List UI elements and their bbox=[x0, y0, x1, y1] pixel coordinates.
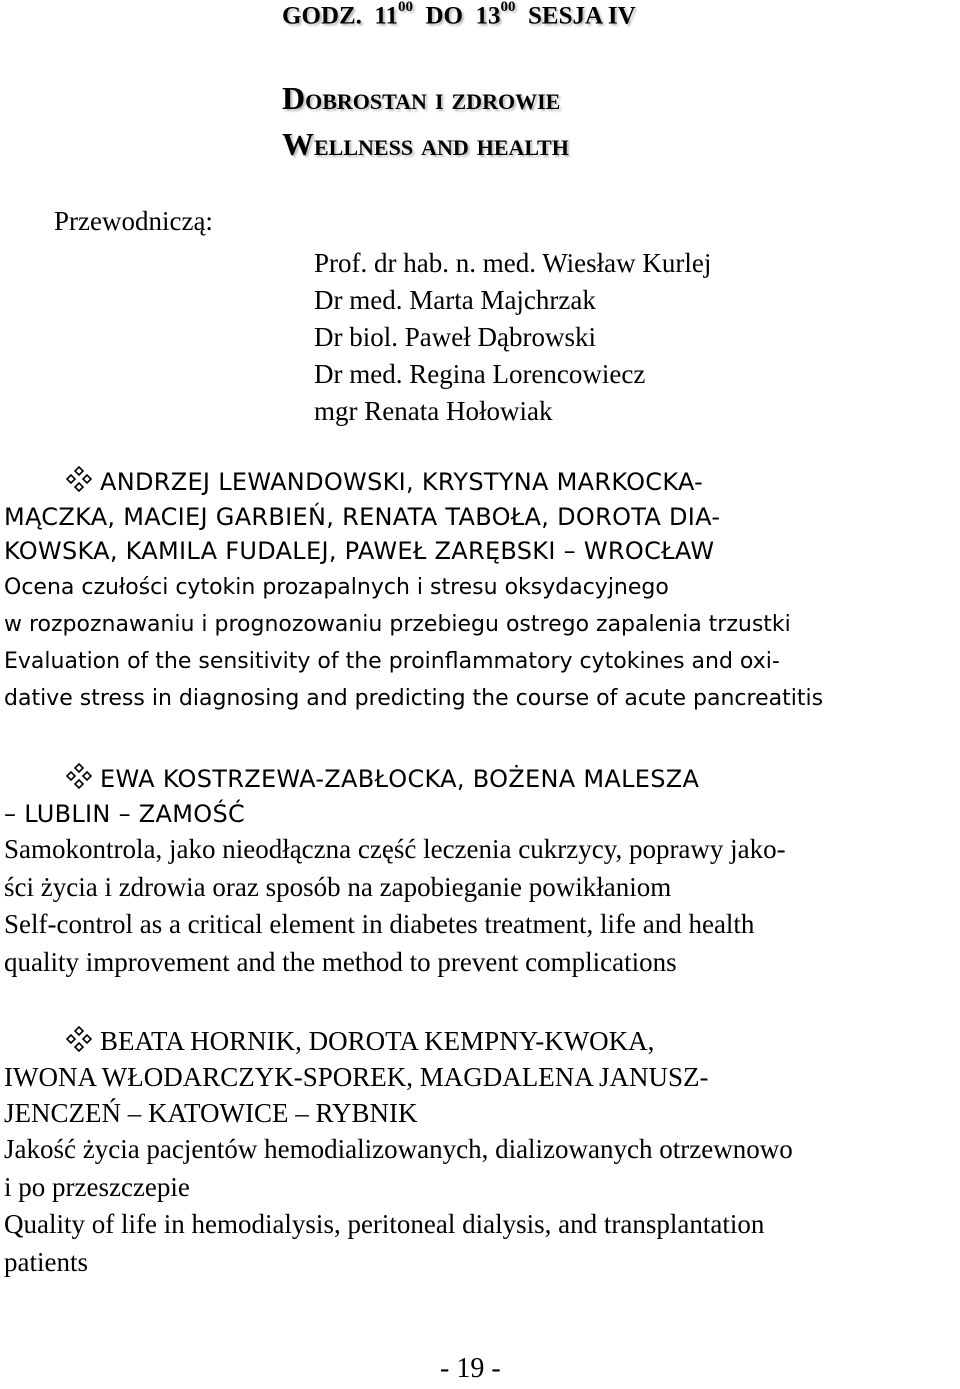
title-line: ści życia i zdrowia oraz sposób na zapobieganie powikłaniom bbox=[4, 871, 672, 902]
chair-name: Dr med. Marta Majchrzak bbox=[314, 285, 596, 315]
diamond-bullet-icon bbox=[4, 464, 100, 500]
entry-title-english bbox=[4, 906, 956, 981]
title-line: Ocena czułości cytokin prozapalnych i stresu oksydacyjnego bbox=[4, 574, 669, 600]
entry-title-polish bbox=[4, 1131, 956, 1206]
diamond-bullet-icon bbox=[4, 761, 100, 797]
chairs-label: Przewodniczą: bbox=[54, 206, 213, 236]
authors-line: ANDRZEJ LEWANDOWSKI, KRYSTYNA MARKOCKA- bbox=[100, 468, 704, 496]
chair-name: Dr biol. Paweł Dąbrowski bbox=[314, 322, 596, 352]
end-hour: 13 bbox=[475, 2, 501, 30]
session-title-polish: Dobrostan i zdrowie bbox=[282, 80, 561, 116]
chairs-list bbox=[314, 245, 711, 430]
presentation-entry bbox=[4, 1023, 956, 1281]
authors-line: – LUBLIN – ZAMOŚĆ bbox=[4, 799, 246, 828]
authors-line: BEATA HORNIK, DOROTA KEMPNY-KWOKA, bbox=[100, 1026, 655, 1056]
title-line: Jakość życia pacjentów hemodializowanych, dializowanych otrzewnowo bbox=[4, 1134, 793, 1164]
entry-title-polish bbox=[4, 831, 956, 906]
title-line: Evaluation of the sensitivity of the proinflammatory cytokines and oxi- bbox=[4, 648, 780, 674]
start-minutes: 00 bbox=[398, 0, 413, 15]
title-line: i po przeszczepie bbox=[4, 1171, 190, 1202]
entry-authors bbox=[4, 1023, 956, 1131]
authors-line: IWONA WŁODARCZYK-SPOREK, MAGDALENA JANUSZ- bbox=[4, 1062, 709, 1092]
godz-label: GODZ. bbox=[282, 2, 362, 30]
session-header bbox=[282, 2, 636, 30]
entry-title-english bbox=[4, 643, 956, 717]
title-line: quality improvement and the method to prevent complications bbox=[4, 946, 677, 977]
start-hour: 11 bbox=[374, 2, 398, 30]
page-number: - 19 - bbox=[440, 1353, 501, 1384]
title-line: patients bbox=[4, 1246, 88, 1277]
chair-name: mgr Renata Hołowiak bbox=[314, 396, 553, 426]
title-line: dative stress in diagnosing and predicting the course of acute pancreatitis bbox=[4, 685, 824, 711]
entry-authors bbox=[4, 761, 956, 831]
title-line: Samokontrola, jako nieodłączna część leczenia cukrzycy, poprawy jako- bbox=[4, 834, 786, 864]
presentation-entry bbox=[4, 464, 956, 717]
title-line: Quality of life in hemodialysis, peritoneal dialysis, and transplantation bbox=[4, 1209, 765, 1239]
session-label: SESJA IV bbox=[528, 2, 636, 30]
entry-title-english bbox=[4, 1206, 956, 1281]
end-minutes: 00 bbox=[500, 0, 516, 15]
authors-line: EWA KOSTRZEWA-ZABŁOCKA, BOŻENA MALESZA bbox=[100, 765, 700, 793]
presentation-entry bbox=[4, 761, 956, 981]
entry-title-polish bbox=[4, 569, 956, 643]
chair-name: Dr med. Regina Lorencowiecz bbox=[314, 359, 646, 389]
authors-line: JENCZEŃ – KATOWICE – RYBNIK bbox=[4, 1098, 418, 1128]
session-title-english: Wellness and health bbox=[282, 126, 569, 162]
do-label: DO bbox=[425, 2, 463, 30]
title-line: Self-control as a critical element in diabetes treatment, life and health bbox=[4, 909, 755, 939]
diamond-bullet-icon bbox=[4, 1023, 100, 1059]
entry-authors bbox=[4, 464, 956, 569]
title-line: w rozpoznawaniu i prognozowaniu przebiegu ostrego zapalenia trzustki bbox=[4, 611, 791, 637]
chair-name: Prof. dr hab. n. med. Wiesław Kurlej bbox=[314, 248, 712, 278]
authors-line: KOWSKA, KAMILA FUDALEJ, PAWEŁ ZARĘBSKI – WROCŁAW bbox=[4, 537, 715, 565]
authors-line: MĄCZKA, MACIEJ GARBIEŃ, RENATA TABOŁA, DOROTA DIA- bbox=[4, 502, 721, 531]
